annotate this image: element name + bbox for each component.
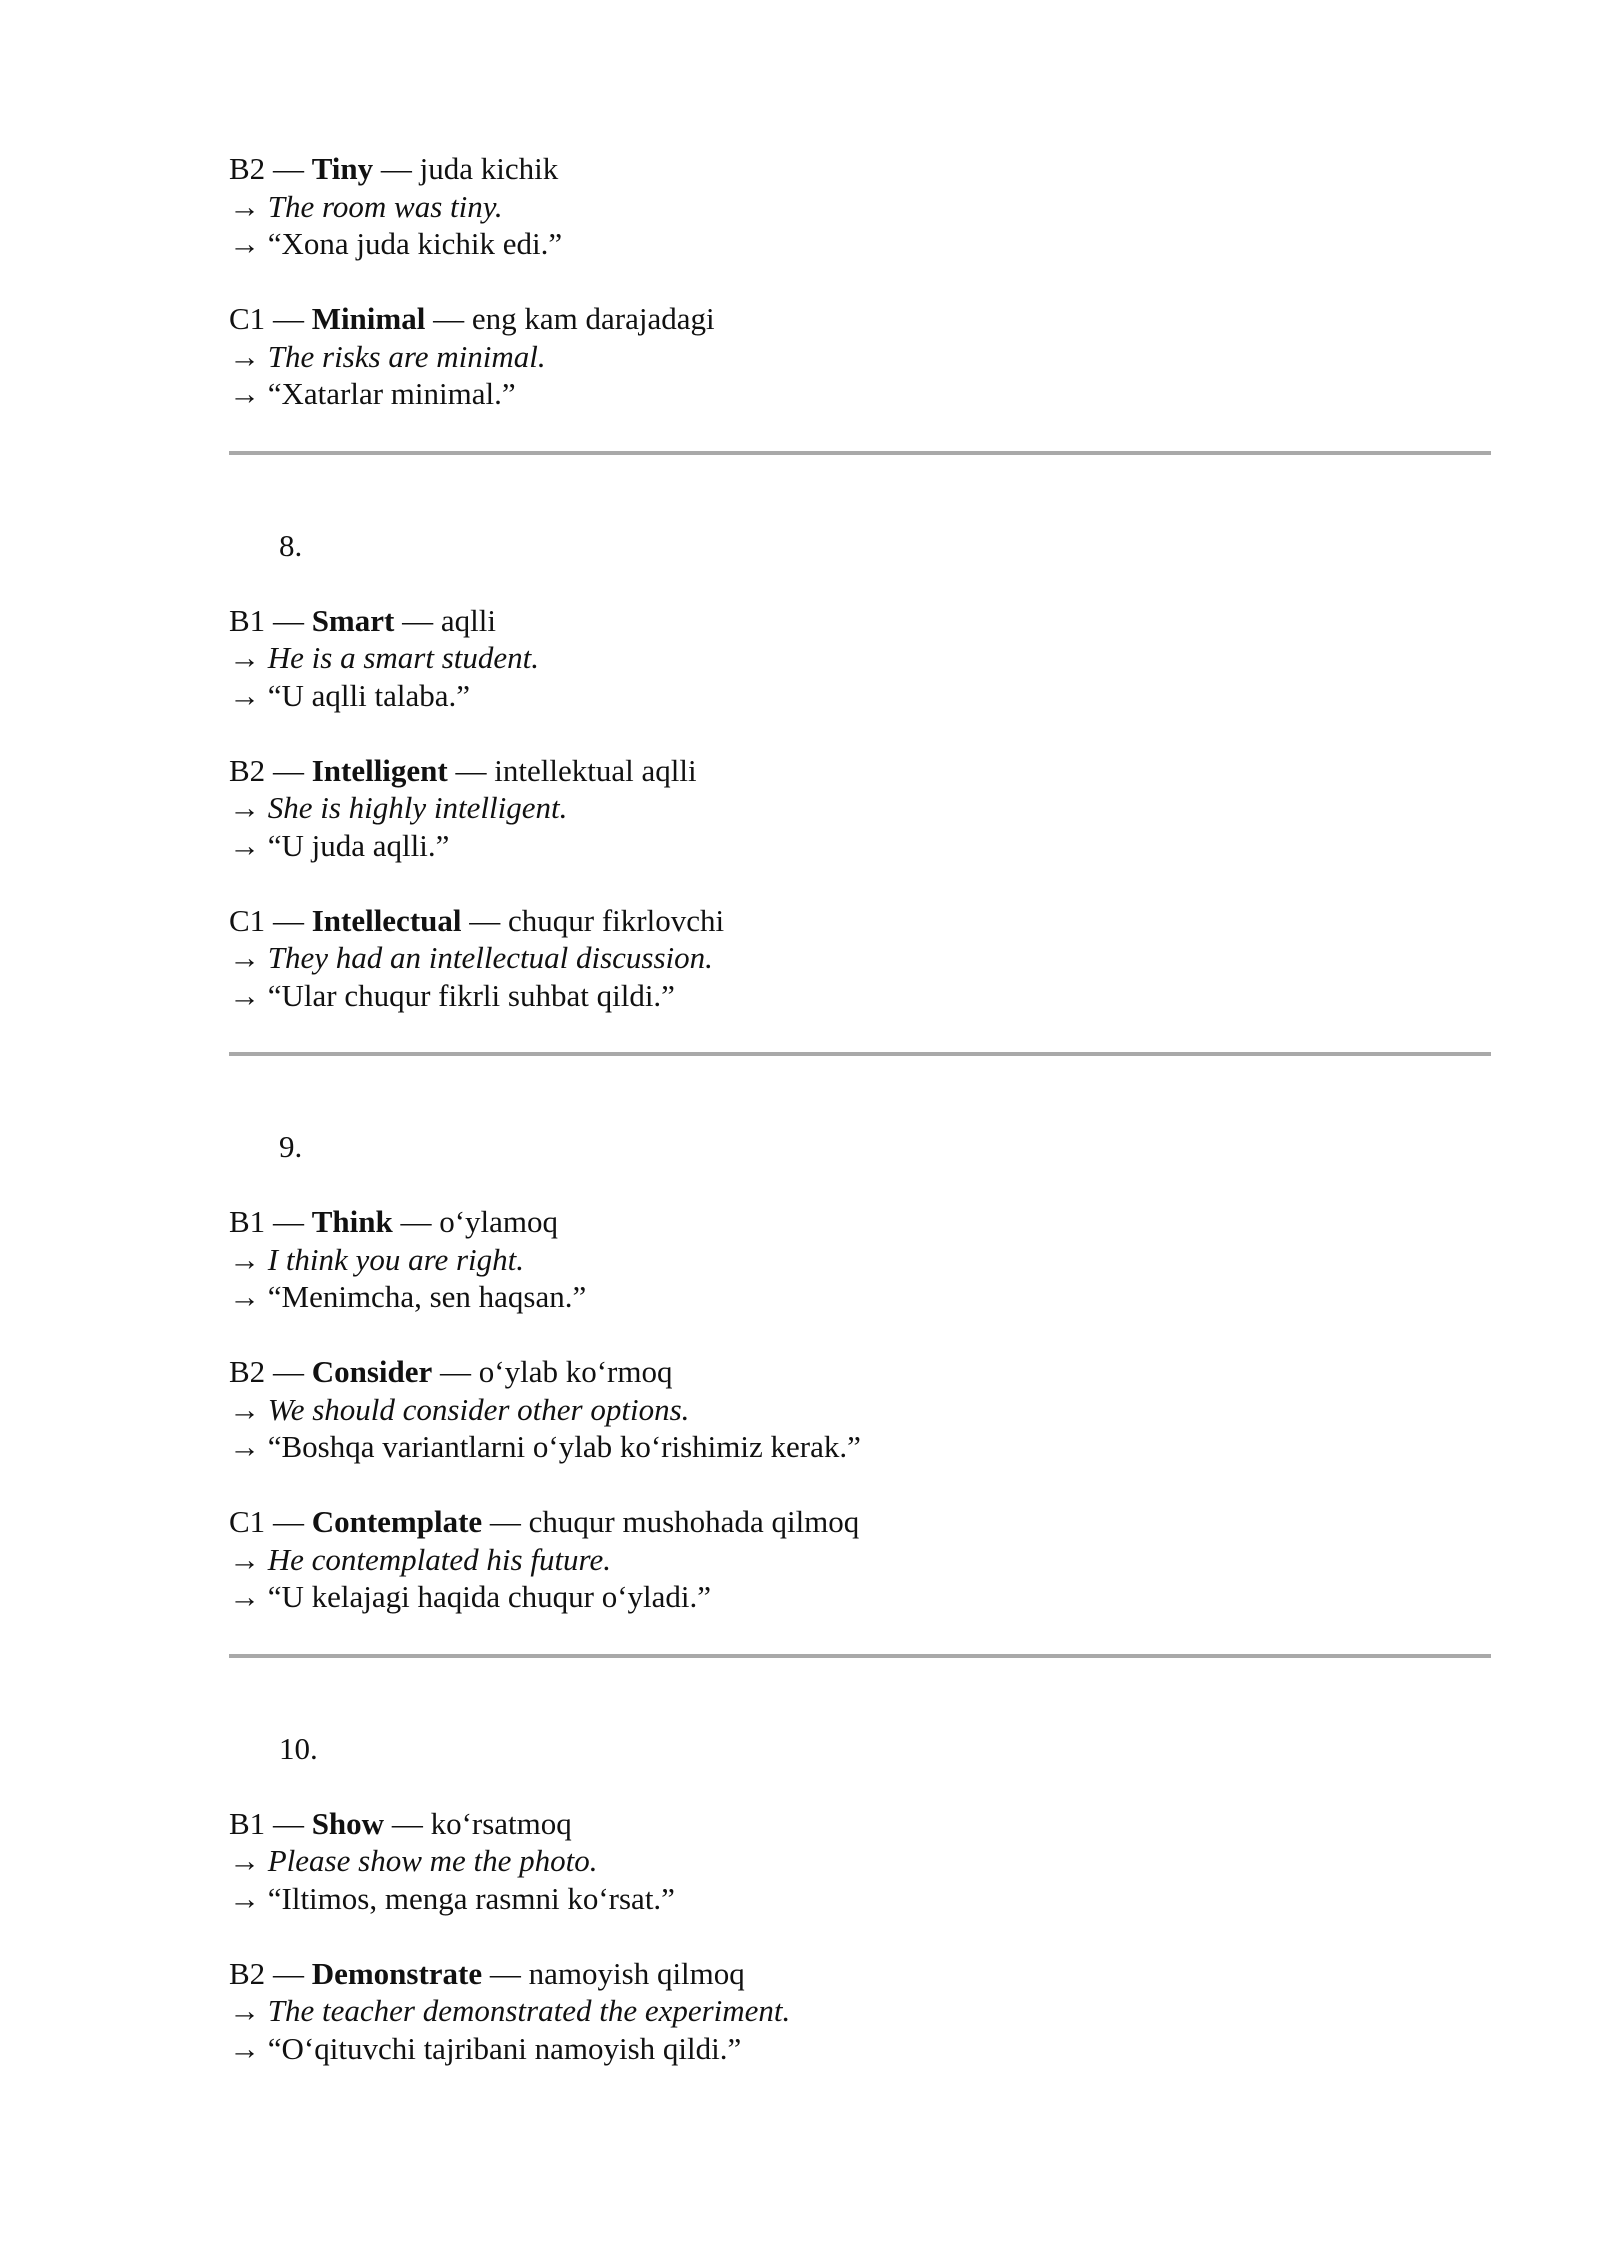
example-uzbek: → “Boshqa variantlarni o‘ylab ko‘rishimiz kerak.” [229, 1429, 861, 1464]
arrow-icon: → [229, 2030, 260, 2066]
entry-headline: B2 — Intelligent — intellektual aqlli [229, 752, 697, 788]
arrow-icon: → [229, 1541, 260, 1577]
example-uzbek: → “Menimcha, sen haqsan.” [229, 1279, 587, 1314]
headword: Smart [311, 602, 395, 638]
entry-headline: B2 — Tiny — juda kichik [229, 151, 559, 186]
example-uzbek: → “Xatarlar minimal.” [229, 376, 516, 411]
vocab-entry [229, 1203, 1491, 1316]
headword: Consider [311, 1354, 433, 1389]
example-english: → He is a smart student. [229, 640, 539, 675]
example-english: → Please show me the photo. [229, 1843, 598, 1878]
example-english: → The risks are minimal. [229, 338, 546, 374]
cefr-level: B2 [229, 752, 266, 788]
vocab-entry [229, 752, 1491, 865]
section-number: 10. [279, 1730, 318, 1766]
arrow-icon: → [229, 1843, 260, 1878]
example-uzbek: → “U aqlli talaba.” [229, 677, 471, 713]
entry-headline: C1 — Minimal — eng kam darajadagi [229, 301, 715, 336]
vocab-section-10 [229, 1730, 1491, 2068]
entry-headline: B2 — Consider — o‘ylab ko‘rmoq [229, 1354, 673, 1389]
translation: chuqur fikrlovchi [508, 902, 725, 938]
vocab-entry [229, 150, 1491, 263]
arrow-icon: → [229, 1880, 260, 1916]
headword: Intellectual [311, 902, 462, 938]
cefr-level: B2 [229, 1354, 266, 1389]
vocab-entry [229, 1503, 1491, 1616]
example-english: → He contemplated his future. [229, 1541, 611, 1577]
arrow-icon: → [229, 640, 260, 675]
arrow-icon: → [229, 790, 260, 825]
arrow-icon: → [229, 677, 260, 713]
example-english: → The teacher demonstrated the experiment. [229, 1993, 791, 2028]
arrow-icon: → [229, 1279, 260, 1314]
vocab-entry [229, 1353, 1491, 1466]
cefr-level: C1 [229, 301, 266, 336]
entry-headline: B1 — Think — o‘ylamoq [229, 1204, 559, 1239]
section-number: 9. [279, 1129, 303, 1164]
vocab-entry [229, 1955, 1491, 2068]
example-uzbek: → “O‘qituvchi tajribani namoyish qildi.” [229, 2030, 742, 2066]
example-uzbek: → “Iltimos, menga rasmni ko‘rsat.” [229, 1880, 675, 1916]
translation: namoyish qilmoq [528, 1955, 745, 1991]
vocab-entry [229, 300, 1491, 413]
example-english: → They had an intellectual discussion. [229, 940, 713, 975]
vocab-section-0 [229, 150, 1491, 413]
arrow-icon: → [229, 977, 260, 1013]
headword: Demonstrate [311, 1955, 483, 1991]
cefr-level: B2 [229, 151, 266, 186]
translation: o‘ylab ko‘rmoq [478, 1354, 673, 1389]
translation: o‘ylamoq [439, 1204, 559, 1239]
entry-headline: C1 — Intellectual — chuqur fikrlovchi [229, 902, 725, 938]
translation: intellektual aqlli [494, 752, 697, 788]
headword: Intelligent [311, 752, 448, 788]
translation: aqlli [440, 602, 496, 638]
translation: ko‘rsatmoq [430, 1805, 572, 1841]
translation: eng kam darajadagi [471, 301, 715, 336]
cefr-level: B1 [229, 1204, 266, 1239]
section-number: 8. [279, 527, 303, 563]
document-page [229, 150, 1491, 2067]
cefr-level: B1 [229, 602, 266, 638]
arrow-icon: → [229, 1993, 260, 2028]
arrow-icon: → [229, 827, 260, 863]
headword: Show [311, 1805, 385, 1841]
cefr-level: C1 [229, 1504, 266, 1539]
example-english: → She is highly intelligent. [229, 790, 568, 825]
vocab-section-9 [229, 1128, 1491, 1616]
cefr-level: C1 [229, 902, 266, 938]
arrow-icon: → [229, 188, 260, 224]
example-uzbek: → “U kelajagi haqida chuqur o‘yladi.” [229, 1579, 712, 1614]
vocab-entry [229, 602, 1491, 715]
entry-headline: B2 — Demonstrate — namoyish qilmoq [229, 1955, 745, 1991]
arrow-icon: → [229, 1241, 260, 1277]
cefr-level: B1 [229, 1805, 266, 1841]
vocab-entry [229, 902, 1491, 1015]
example-uzbek: → “Xona juda kichik edi.” [229, 226, 563, 261]
entry-headline: C1 — Contemplate — chuqur mushohada qilmoq [229, 1504, 860, 1539]
translation: chuqur mushohada qilmoq [528, 1504, 860, 1539]
arrow-icon: → [229, 940, 260, 975]
arrow-icon: → [229, 226, 260, 261]
entry-headline: B1 — Show — ko‘rsatmoq [229, 1805, 572, 1841]
arrow-icon: → [229, 376, 260, 411]
vocab-entry [229, 1805, 1491, 1918]
translation: juda kichik [419, 151, 559, 186]
vocab-section-8 [229, 527, 1491, 1015]
example-uzbek: → “Ular chuqur fikrli suhbat qildi.” [229, 977, 675, 1013]
arrow-icon: → [229, 1579, 260, 1614]
headword: Think [311, 1204, 393, 1239]
example-english: → The room was tiny. [229, 188, 503, 224]
example-english: → We should consider other options. [229, 1391, 690, 1427]
headword: Minimal [311, 301, 426, 336]
example-english: → I think you are right. [229, 1241, 525, 1277]
entry-headline: B1 — Smart — aqlli [229, 602, 496, 638]
arrow-icon: → [229, 1391, 260, 1427]
arrow-icon: → [229, 1429, 260, 1464]
headword: Tiny [311, 151, 374, 186]
example-uzbek: → “U juda aqlli.” [229, 827, 450, 863]
cefr-level: B2 [229, 1955, 266, 1991]
headword: Contemplate [311, 1504, 483, 1539]
arrow-icon: → [229, 338, 260, 374]
